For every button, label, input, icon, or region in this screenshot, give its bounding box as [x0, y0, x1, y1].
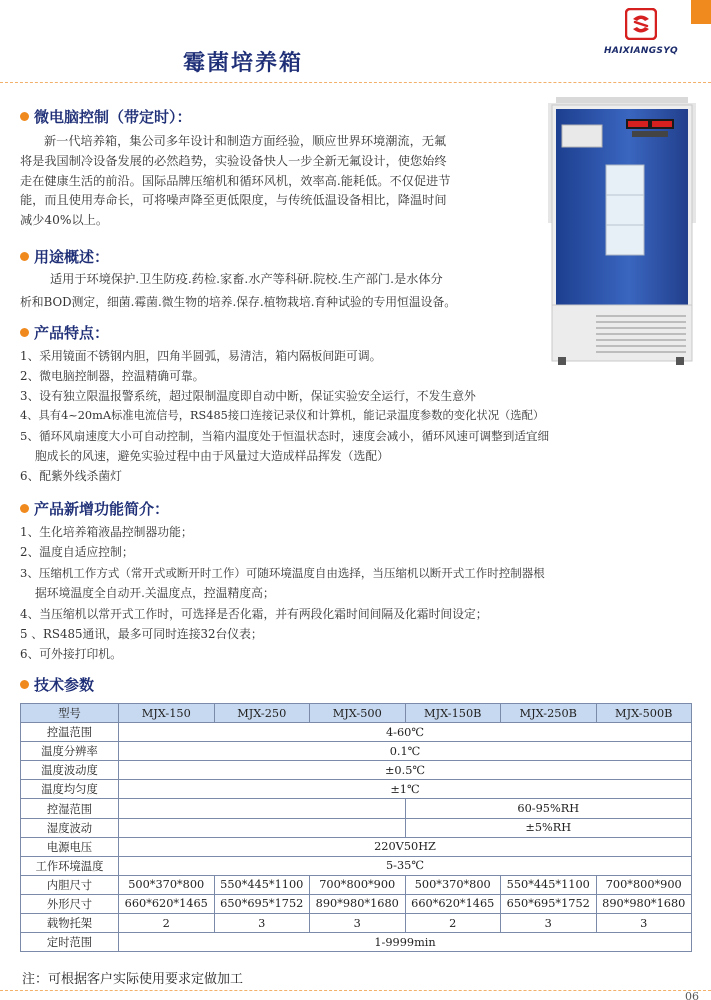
table-cell-empty: [119, 799, 406, 818]
table-row: [21, 914, 692, 933]
table-cell: 660*620*1465: [119, 894, 215, 913]
list-item: 5 、RS485通讯，最多可同时连接32台仪表；: [20, 627, 263, 642]
paragraph-line: 将是我国制冷设备发展的必然趋势，实验设备快人一步全新无氟设计，使您始终: [20, 153, 447, 168]
table-row: [21, 780, 692, 799]
table-cell: ±5%RH: [405, 818, 692, 837]
paragraph-line: 新一代培养箱，集公司多年设计和制造方面经验，顺应世界环境潮流，无氟: [44, 134, 447, 148]
brand-logo-icon: [625, 8, 657, 40]
footnote: 注：可根据客户实际使用要求定做加工: [22, 972, 244, 987]
table-row: [21, 723, 692, 742]
list-item: 6、配紫外线杀菌灯: [20, 469, 122, 483]
corner-tab: [691, 0, 711, 24]
bullet-dot-icon: [20, 252, 29, 261]
section-heading-text: 用途概述：: [34, 248, 110, 266]
table-header-cell: MJX-250B: [501, 704, 597, 723]
page-number: 06: [685, 990, 699, 1000]
table-cell: 660*620*1465: [405, 894, 501, 913]
table-header-cell: MJX-250: [214, 704, 310, 723]
list-item: 4、当压缩机以常开式工作时，可选择是否化霜，并有两段化霜时间间隔及化霜时间设定；: [20, 606, 488, 621]
table-header-row: [21, 704, 692, 723]
table-cell: 890*980*1680: [596, 894, 692, 913]
new-features-list: [20, 522, 545, 665]
table-cell: 5-35℃: [119, 856, 692, 875]
paragraph-line: 析和BOD测定，细菌.霉菌.微生物的培养.保存.植物栽培.育种试验的专用恒温设备。: [20, 294, 457, 309]
list-item: 胞成长的风速，避免实验过程中由于风量过大造成样品挥发（选配）: [20, 449, 389, 463]
list-item: 3、设有独立限温报警系统，超过限制温度即自动中断，保证实验安全运行，不发生意外: [20, 389, 476, 403]
list-item: 5、循环风扇速度大小可自动控制，当箱内温度处于恒温状态时，速度会减小，循环风速可调整到适宜细: [20, 429, 550, 443]
table-cell: 500*370*800: [119, 875, 215, 894]
table-row: [21, 933, 692, 952]
section-heading-new-features: [20, 498, 169, 519]
paragraph-line: 适用于环境保护.卫生防疫.药检.家畜.水产等科研.院校.生产部门.是水体分: [50, 272, 443, 286]
table-row-label: 控温范围: [21, 723, 119, 742]
table-cell: 500*370*800: [405, 875, 501, 894]
list-item: 2、温度自适应控制；: [20, 545, 134, 560]
bullet-dot-icon: [20, 504, 29, 513]
table-row: [21, 799, 692, 818]
table-row: [21, 856, 692, 875]
table-row: [21, 875, 692, 894]
table-row-label: 内胆尺寸: [21, 875, 119, 894]
table-row-label: 定时范围: [21, 933, 119, 952]
list-item: 3、压缩机工作方式（常开式或断开时工作）可随环境温度自由选择，当压缩机以断开式工作时控制器根: [20, 565, 545, 580]
table-row: [21, 818, 692, 837]
section-heading-features: [20, 322, 109, 343]
table-cell: 3: [501, 914, 597, 933]
table-header-cell: MJX-500: [310, 704, 406, 723]
table-cell: ±0.5℃: [119, 761, 692, 780]
section-heading-text: 技术参数: [34, 676, 95, 694]
table-cell: 890*980*1680: [310, 894, 406, 913]
bullet-dot-icon: [20, 112, 29, 121]
title-divider: [0, 82, 711, 83]
table-header-cell: MJX-150: [119, 704, 215, 723]
table-cell: ±1℃: [119, 780, 692, 799]
section-heading-usage: [20, 246, 109, 267]
table-cell: 700*800*900: [596, 875, 692, 894]
table-row-label: 控湿范围: [21, 799, 119, 818]
list-item: 2、微电脑控制器，控温精确可靠。: [20, 369, 205, 383]
table-cell: 3: [214, 914, 310, 933]
usage-paragraph: [20, 270, 456, 313]
table-cell: 550*445*1100: [214, 875, 310, 894]
list-item: 6、可外接打印机。: [20, 647, 122, 662]
table-row-label: 温度波动度: [21, 761, 119, 780]
section-heading-text: 产品新增功能简介：: [34, 500, 170, 518]
paragraph-line: 能，而且使用寿命长，可将噪声降至更低限度，与传统低温设备相比，降温时间: [20, 193, 447, 208]
list-item: 1、采用镜面不锈钢内胆，四角半圆弧，易清洁，箱内隔板间距可调。: [20, 349, 382, 363]
table-row-label: 载物托架: [21, 914, 119, 933]
list-item: 据环境温度全自动开.关温度点，控温精度高；: [20, 586, 275, 601]
table-row-label: 湿度波动: [21, 818, 119, 837]
table-row-label: 温度分辨率: [21, 742, 119, 761]
table-cell: 650*695*1752: [501, 894, 597, 913]
table-row: [21, 761, 692, 780]
table-row-label: 温度均匀度: [21, 780, 119, 799]
table-header-cell: MJX-500B: [596, 704, 692, 723]
bullet-dot-icon: [20, 680, 29, 689]
section-heading-text: 微电脑控制（带定时）：: [34, 108, 192, 126]
section-heading-control: [20, 106, 192, 127]
table-cell: 550*445*1100: [501, 875, 597, 894]
table-row-label: 电源电压: [21, 837, 119, 856]
table-row: [21, 837, 692, 856]
table-header-cell: 型号: [21, 704, 119, 723]
list-item: 1、生化培养箱液晶控制器功能；: [20, 525, 193, 539]
table-row: [21, 894, 692, 913]
table-cell: 60-95%RH: [405, 799, 692, 818]
control-paragraph: [20, 132, 450, 231]
table-row: [21, 742, 692, 761]
table-cell: 220V50HZ: [119, 837, 692, 856]
table-cell: 700*800*900: [310, 875, 406, 894]
table-cell: 3: [596, 914, 692, 933]
brand-logo: [601, 8, 681, 64]
features-list: [20, 346, 549, 486]
footer-divider: [0, 990, 711, 991]
list-item: 4、具有4~20mA标准电流信号，RS485接口连接记录仪和计算机，能记录温度参数的变化状况（选配）: [20, 409, 545, 422]
table-cell: 0.1℃: [119, 742, 692, 761]
table-cell: 1-9999min: [119, 933, 692, 952]
page-title: 霉菌培养箱: [183, 50, 304, 76]
section-heading-specs: [20, 674, 94, 695]
table-cell: 2: [119, 914, 215, 933]
table-cell: 650*695*1752: [214, 894, 310, 913]
spec-table: [20, 703, 692, 952]
table-cell: 3: [310, 914, 406, 933]
incubator-product-image: [548, 95, 696, 365]
section-heading-text: 产品特点：: [34, 324, 110, 342]
table-cell: 2: [405, 914, 501, 933]
table-cell-empty: [119, 818, 406, 837]
brand-name: HAIXIANGSYQ: [604, 46, 678, 56]
table-row-label: 外形尺寸: [21, 894, 119, 913]
table-header-cell: MJX-150B: [405, 704, 501, 723]
paragraph-line: 走在健康生活的前沿。国际品牌压缩机和循环风机，效率高.能耗低。不仅促进节: [20, 173, 451, 188]
paragraph-line: 减少40%以上。: [20, 213, 109, 228]
table-row-label: 工作环境温度: [21, 856, 119, 875]
bullet-dot-icon: [20, 328, 29, 337]
table-cell: 4-60℃: [119, 723, 692, 742]
